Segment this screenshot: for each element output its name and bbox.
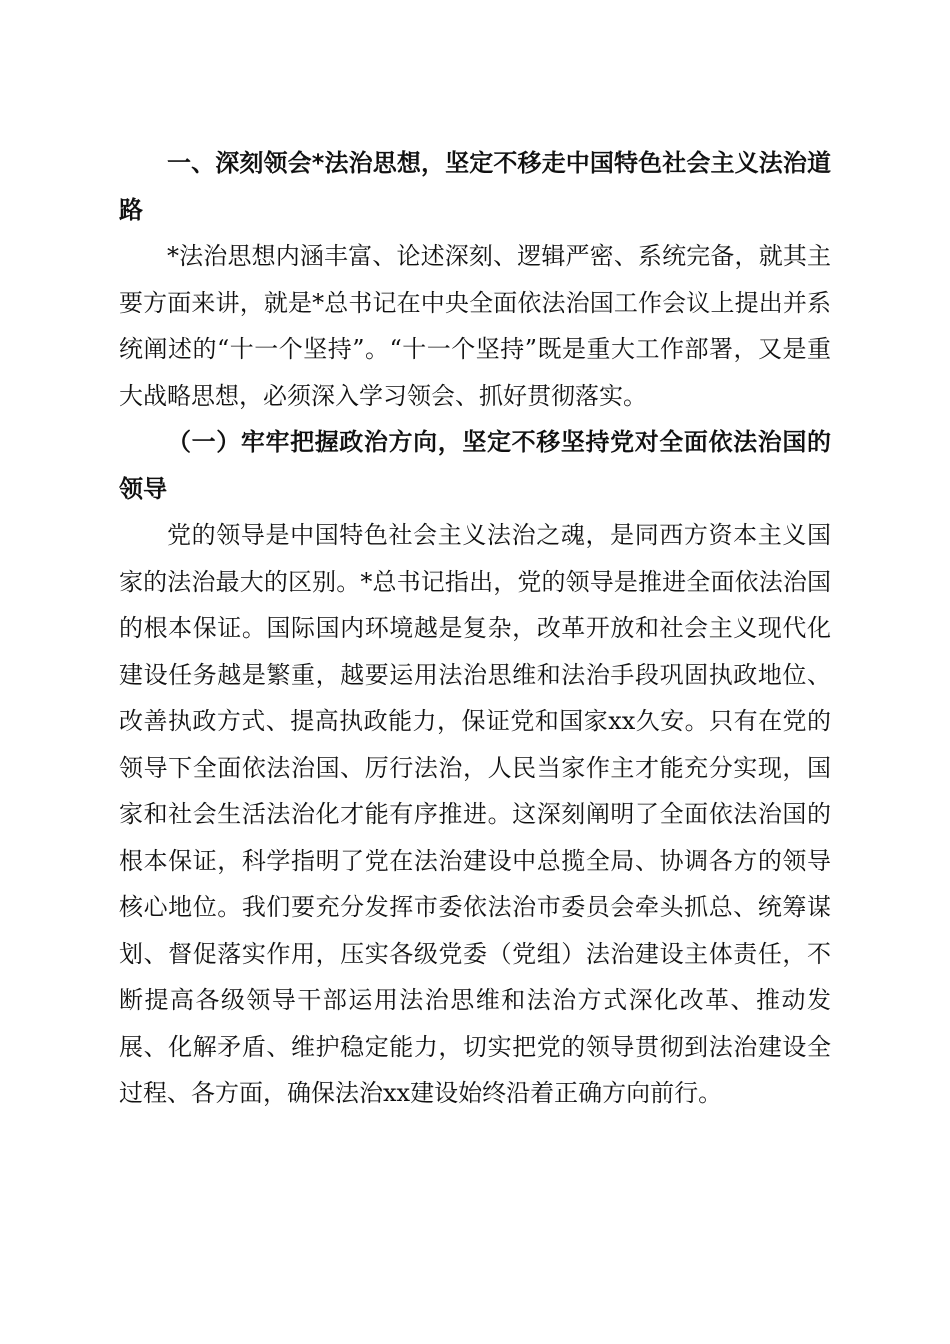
intro-paragraph: *法治思想内涵丰富、论述深刻、逻辑严密、系统完备，就其主要方面来讲，就是*总书记在中央全面依法治国工作会议上提出并系统阐述的“十一个坚持”。“十一个坚持”既是重大工作部署，又是重大战略思想，必须深入学习领会、抓好贯彻落实。 bbox=[119, 242, 831, 410]
document-body bbox=[119, 140, 831, 1117]
body-paragraph: 党的领导是中国特色社会主义法治之魂，是同西方资本主义国家的法治最大的区别。*总书记指出，党的领导是推进全面依法治国的根本保证。国际国内环境越是复杂，改革开放和社会主义现代化建设任务越是繁重，越要运用法治思维和法治手段巩固执政地位、改善执政方式、提高执政能力，保证党和国家xx久安。只有在党的领导下全面依法治国、厉行法治，人民当家作主才能充分实现，国家和社会生活法治化才能有序推进。这深刻阐明了全面依法治国的根本保证，科学指明了党在法治建设中总揽全局、协调各方的领导核心地位。我们要充分发挥市委依法治市委员会牵头抓总、统筹谋划、督促落实作用，压实各级党委（党组）法治建设主体责任，不断提高各级领导干部运用法治思维和法治方式深化改革、推动发展、化解矛盾、维护稳定能力，切实把党的领导贯彻到法治建设全过程、各方面，确保法治xx建设始终沿着正确方向前行。 bbox=[119, 521, 831, 1107]
section-heading: 一、深刻领会*法治思想，坚定不移走中国特色社会主义法治道路 bbox=[119, 149, 831, 224]
subsection-heading: （一）牢牢把握政治方向，坚定不移坚持党对全面依法治国的领导 bbox=[119, 427, 831, 503]
